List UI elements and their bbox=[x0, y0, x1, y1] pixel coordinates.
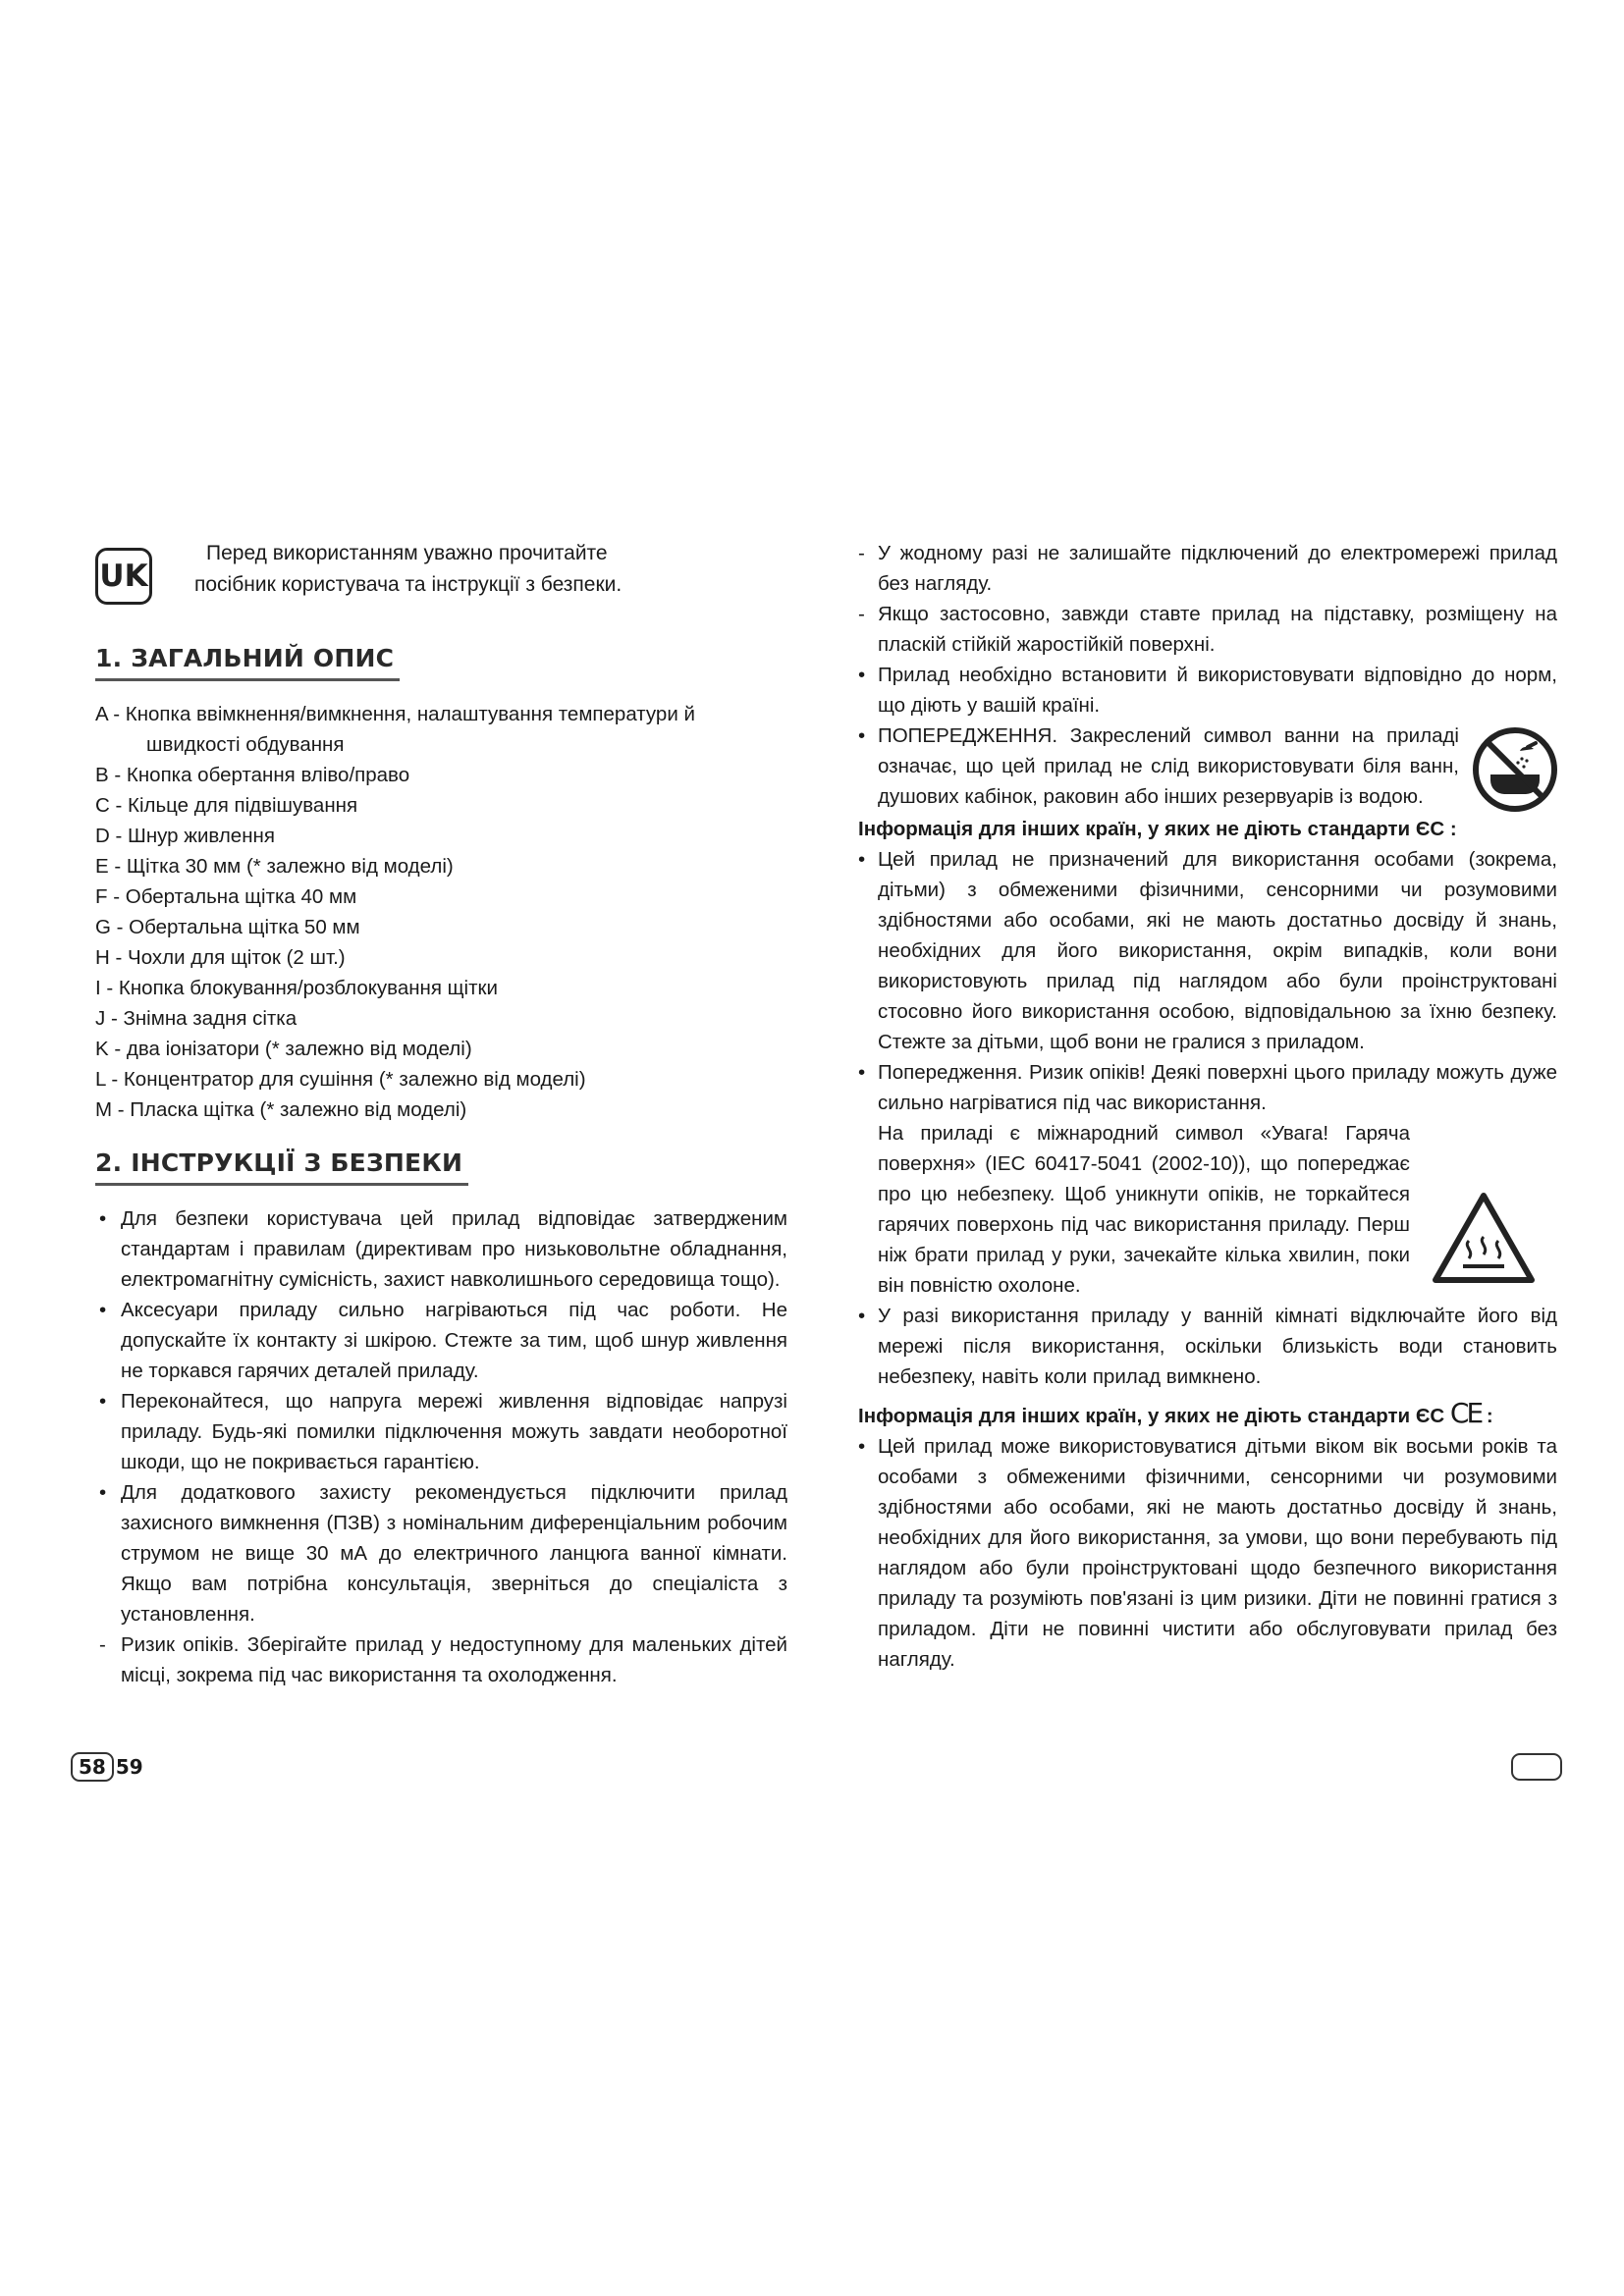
hot-surface-warning-icon bbox=[1430, 1190, 1538, 1288]
safety-item bbox=[95, 1386, 787, 1477]
part-text: Кнопка ввімкнення/вимкнення, налаштування температури й bbox=[125, 703, 695, 725]
bullet-text: Цей прилад може використовуватися дітьми віком вік восьми років та особами з обмеженими фізичними, сенсорними чи розумовими здібностями або особами, які не мають достатньо досвіду й знань, необхідних для його використання, за умови, що вони перебувають під наглядом або були проінструктовані щодо безпечного використання приладу та розуміють пов'язані із цим ризики. Діти не повинні гратися з приладом. Діти не повинні чистити або обслуговувати прилад без нагляду. bbox=[878, 1435, 1557, 1671]
part-text: Обертальна щітка 40 мм bbox=[125, 885, 357, 908]
safety-instructions-list bbox=[95, 1203, 787, 1690]
part-text: Кнопка обертання вліво/право bbox=[126, 764, 410, 786]
language-badge: UK bbox=[95, 548, 152, 605]
part-item bbox=[95, 912, 787, 942]
right-item bbox=[858, 1431, 1557, 1675]
section-1-title: 1. ЗАГАЛЬНИЙ ОПИС bbox=[95, 644, 400, 681]
section-2-title: 2. ІНСТРУКЦІЇ З БЕЗПЕКИ bbox=[95, 1148, 468, 1186]
safety-item bbox=[95, 1629, 787, 1690]
part-key: M - bbox=[95, 1098, 131, 1121]
bullet-text: Цей прилад не призначений для використання особами (зокрема, дітьми) з обмеженими фізичними, сенсорними чи розумовими здібностями або особами, які не мають достатньо досвіду й знань, необхідних для його використання, окрім випадків, коли вони використовують прилад під наглядом або були проінструктовані стосовно його використання особою, відповідальною за їхню безпеку. Стежте за дітьми, щоб вони не гралися з приладом. bbox=[878, 848, 1557, 1053]
part-item bbox=[95, 729, 787, 760]
bullet-mark: • bbox=[858, 848, 866, 871]
part-item bbox=[95, 1034, 787, 1064]
part-key: B - bbox=[95, 764, 127, 786]
part-key: A - bbox=[95, 703, 126, 725]
part-text: Обертальна щітка 50 мм bbox=[129, 916, 360, 938]
bullet-text: ПОПЕРЕДЖЕННЯ. Закреслений символ ванни на приладі означає, що цей прилад не слід використовувати біля ванн, душових кабінок, раковин або інших резервуарів із водою. bbox=[878, 724, 1459, 808]
bullet-mark: - bbox=[99, 1633, 106, 1656]
part-key: D - bbox=[95, 825, 129, 847]
part-key: J - bbox=[95, 1007, 124, 1030]
intro-line-2: посібник користувача та інструкції з безпеки. bbox=[194, 573, 623, 596]
right-item bbox=[858, 599, 1557, 660]
part-item bbox=[95, 821, 787, 851]
part-text: Чохли для щіток (2 шт.) bbox=[128, 946, 346, 969]
non-eu-info-heading-1: Інформація для інших країн, у яких не діють стандарти ЄС : bbox=[858, 818, 1457, 840]
right-item bbox=[858, 844, 1557, 1057]
bullet-text: Ризик опіків. Зберігайте прилад у недоступному для маленьких дітей місці, зокрема під час використання та охолодження. bbox=[121, 1633, 787, 1686]
page-number-box-right bbox=[1511, 1753, 1562, 1781]
part-key: I - bbox=[95, 977, 119, 999]
intro-text bbox=[194, 538, 774, 601]
right-item bbox=[858, 660, 1557, 721]
bullet-text: Попередження. Ризик опіків! Деякі поверхні цього приладу можуть дуже сильно нагріватися під час використання. bbox=[878, 1061, 1557, 1114]
part-item bbox=[95, 851, 787, 881]
part-item bbox=[95, 790, 787, 821]
no-bath-icon bbox=[1471, 725, 1559, 814]
right-list-end bbox=[858, 1431, 1557, 1675]
part-text: Концентратор для сушіння (* залежно від моделі) bbox=[123, 1068, 586, 1091]
hot-surface-text: На приладі є міжнародний символ «Увага! Гаряча поверхня» (IEC 60417-5041 (2002-10)), що попереджає про цю небезпеку. Щоб уникнути опіків, не торкайтеся гарячих поверхонь під час використання приладу. Перш ніж брати прилад у руки, зачекайте кілька хвилин, поки він повністю охолоне. bbox=[878, 1122, 1410, 1297]
bullet-text: Переконайтеся, що напруга мережі живлення відповідає напрузі приладу. Будь-які помилки підключення можуть завдати необоротної шкоди, що не покривається гарантією. bbox=[121, 1390, 787, 1473]
right-list-top bbox=[858, 538, 1557, 812]
bullet-mark: • bbox=[858, 1435, 866, 1458]
part-key: L - bbox=[95, 1068, 124, 1091]
bullet-mark: • bbox=[858, 1305, 866, 1327]
part-key: E - bbox=[95, 855, 127, 878]
bullet-text: Для безпеки користувача цей прилад відповідає затвердженим стандартам і правилам (директивам про низьковольтне обладнання, електромагнітну сумісність, захист навколишнього середовища тощо). bbox=[121, 1207, 787, 1291]
heading-2-colon: : bbox=[1486, 1405, 1493, 1427]
part-text: Шнур живлення bbox=[128, 825, 275, 847]
part-text: Знімна задня сітка bbox=[123, 1007, 298, 1030]
ce-mark-icon: CE bbox=[1449, 1397, 1482, 1429]
part-item bbox=[95, 1064, 787, 1095]
part-item bbox=[95, 881, 787, 912]
part-key: G - bbox=[95, 916, 130, 938]
part-item bbox=[95, 942, 787, 973]
bullet-mark: - bbox=[858, 603, 865, 625]
part-item bbox=[95, 1095, 787, 1125]
page-number-plain: 59 bbox=[115, 1755, 143, 1779]
part-text: Щітка 30 мм (* залежно від моделі) bbox=[126, 855, 454, 878]
right-item bbox=[858, 1057, 1557, 1118]
part-text: два іонізатори (* залежно від моделі) bbox=[126, 1038, 472, 1060]
page-number-box: 58 bbox=[71, 1752, 114, 1782]
part-key: F - bbox=[95, 885, 126, 908]
right-column bbox=[858, 538, 1557, 1675]
bullet-mark: • bbox=[858, 664, 866, 686]
part-item bbox=[95, 699, 787, 729]
part-text: швидкості обдування bbox=[146, 733, 345, 756]
part-key: H - bbox=[95, 946, 129, 969]
safety-item bbox=[95, 1477, 787, 1629]
page-numbers-left bbox=[71, 1752, 143, 1782]
intro-line-1: Перед використанням уважно прочитайте bbox=[206, 542, 608, 564]
safety-item bbox=[95, 1295, 787, 1386]
part-key: C - bbox=[95, 794, 129, 817]
bullet-text: Якщо застосовно, завжди ставте прилад на підставку, розміщену на пласкій стійкій жаростійкій поверхні. bbox=[878, 603, 1557, 656]
bullet-text: У разі використання приладу у ванній кімнаті відключайте його від мережі після використання, оскільки близькість води становить небезпеку, навіть коли прилад вимкнено. bbox=[878, 1305, 1557, 1388]
bullet-text: Для додаткового захисту рекомендується підключити прилад захисного вимкнення (ПЗВ) з номінальним диференціальним робочим струмом не вище 30 мА до електричного ланцюга ванної кімнати. Якщо вам потрібна консультація, зверніться до спеціаліста з установлення. bbox=[121, 1481, 787, 1626]
bullet-text: Аксесуари приладу сильно нагріваються під час роботи. Не допускайте їх контакту зі шкірою. Стежте за тим, щоб шнур живлення не торкався гарячих деталей приладу. bbox=[121, 1299, 787, 1382]
bullet-mark: • bbox=[99, 1207, 107, 1230]
non-eu-info-heading-2 bbox=[858, 1398, 1557, 1431]
right-list-mid bbox=[858, 844, 1557, 1118]
part-item bbox=[95, 760, 787, 790]
right-item bbox=[858, 1301, 1557, 1392]
parts-description-list bbox=[95, 699, 787, 1125]
bullet-mark: • bbox=[99, 1390, 107, 1413]
safety-item bbox=[95, 1203, 787, 1295]
part-item bbox=[95, 1003, 787, 1034]
right-item bbox=[858, 721, 1557, 812]
bullet-text: Прилад необхідно встановити й використовувати відповідно до норм, що діють у вашій країні. bbox=[878, 664, 1557, 717]
part-text: Кільце для підвішування bbox=[128, 794, 358, 817]
bullet-text: У жодному разі не залишайте підключений до електромережі прилад без нагляду. bbox=[878, 542, 1557, 595]
bullet-mark: • bbox=[99, 1299, 107, 1321]
bullet-mark: • bbox=[858, 1061, 866, 1084]
heading-2-text: Інформація для інших країн, у яких не діють стандарти ЄС bbox=[858, 1405, 1445, 1427]
bullet-mark: • bbox=[858, 724, 866, 747]
bullet-mark: - bbox=[858, 542, 865, 564]
right-list-low bbox=[858, 1301, 1557, 1392]
part-key: K - bbox=[95, 1038, 127, 1060]
right-item bbox=[858, 538, 1557, 599]
part-text: Пласка щітка (* залежно від моделі) bbox=[130, 1098, 467, 1121]
part-item bbox=[95, 973, 787, 1003]
part-text: Кнопка блокування/розблокування щітки bbox=[118, 977, 498, 999]
bullet-mark: • bbox=[99, 1481, 107, 1504]
